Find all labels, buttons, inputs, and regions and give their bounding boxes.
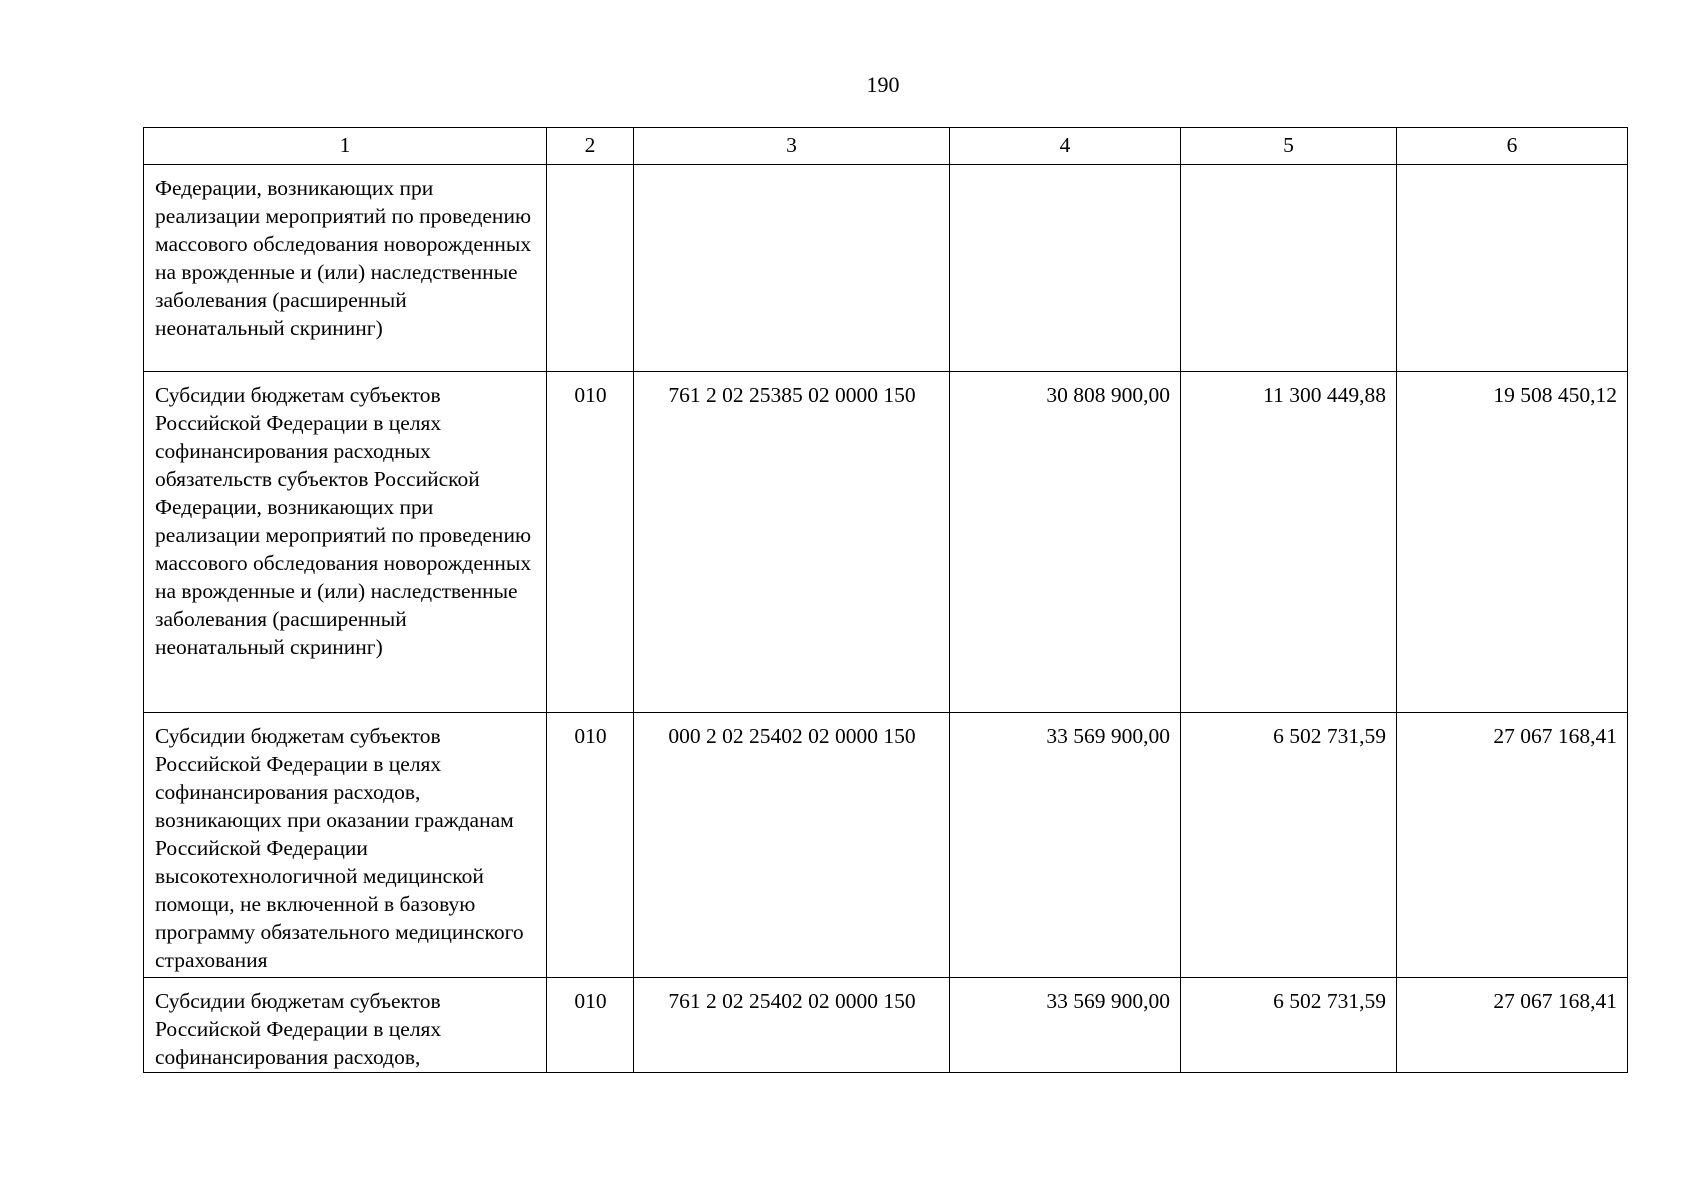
line-code-cell: 010 bbox=[547, 713, 634, 978]
budget-table bbox=[143, 127, 1628, 1073]
remaining-amount-cell: 19 508 450,12 bbox=[1397, 372, 1628, 713]
line-code-cell: 010 bbox=[547, 978, 634, 1073]
approved-amount-cell: 33 569 900,00 bbox=[950, 978, 1181, 1073]
table-header-row bbox=[144, 128, 1628, 165]
budget-code-cell: 761 2 02 25402 02 0000 150 bbox=[634, 978, 950, 1073]
page-number: 190 bbox=[866, 72, 900, 97]
remaining-amount-cell: 27 067 168,41 bbox=[1397, 713, 1628, 978]
remaining-amount-cell bbox=[1397, 165, 1628, 372]
budget-code-cell bbox=[634, 165, 950, 372]
column-header: 5 bbox=[1181, 128, 1397, 165]
approved-amount-cell bbox=[950, 165, 1181, 372]
table-row bbox=[144, 978, 1628, 1073]
income-name-cell: Федерации, возникающих при реализации мероприятий по проведению массового обследования новорожденных на врожденные и (или) наследственные заболевания (расширенный неонатальный скрининг) bbox=[144, 165, 547, 372]
line-code-cell bbox=[547, 165, 634, 372]
income-name-cell: Субсидии бюджетам субъектов Российской Федерации в целях софинансирования расходов, возникающих при оказании гражданам Российской Федерации высокотехнологичной медицинской помощи, не включенной в базовую программу обязательного медицинского страхования bbox=[144, 713, 547, 978]
approved-amount-cell: 33 569 900,00 bbox=[950, 713, 1181, 978]
approved-amount-cell: 30 808 900,00 bbox=[950, 372, 1181, 713]
column-header: 6 bbox=[1397, 128, 1628, 165]
column-header: 3 bbox=[634, 128, 950, 165]
income-name-cell: Субсидии бюджетам субъектов Российской Федерации в целях софинансирования расходов, bbox=[144, 978, 547, 1073]
executed-amount-cell: 6 502 731,59 bbox=[1181, 978, 1397, 1073]
table-row bbox=[144, 713, 1628, 978]
income-name-cell: Субсидии бюджетам субъектов Российской Федерации в целях софинансирования расходных обязательств субъектов Российской Федерации, возникающих при реализации мероприятий по проведению массового обследования новорожденных на врожденные и (или) наследственные заболевания (расширенный неонатальный скрининг) bbox=[144, 372, 547, 713]
executed-amount-cell: 11 300 449,88 bbox=[1181, 372, 1397, 713]
budget-code-cell: 000 2 02 25402 02 0000 150 bbox=[634, 713, 950, 978]
column-header: 1 bbox=[144, 128, 547, 165]
table-row bbox=[144, 372, 1628, 713]
column-header: 2 bbox=[547, 128, 634, 165]
budget-code-cell: 761 2 02 25385 02 0000 150 bbox=[634, 372, 950, 713]
table-row bbox=[144, 165, 1628, 372]
column-header: 4 bbox=[950, 128, 1181, 165]
remaining-amount-cell: 27 067 168,41 bbox=[1397, 978, 1628, 1073]
line-code-cell: 010 bbox=[547, 372, 634, 713]
executed-amount-cell bbox=[1181, 165, 1397, 372]
executed-amount-cell: 6 502 731,59 bbox=[1181, 713, 1397, 978]
